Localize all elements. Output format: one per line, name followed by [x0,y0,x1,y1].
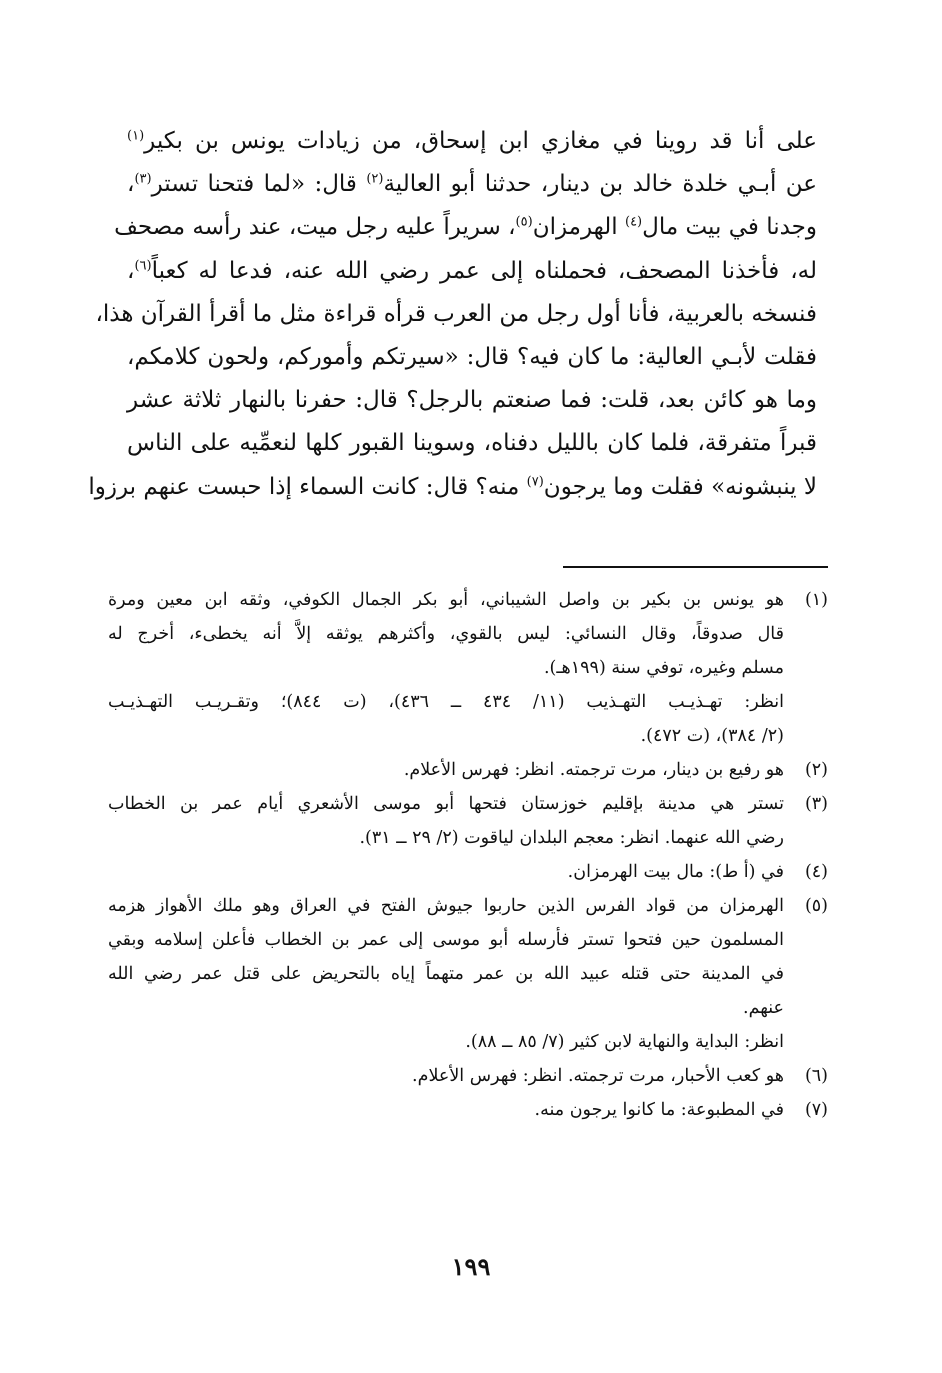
main-text-line [88,466,817,509]
footnote-line: الهرمزان من قواد الفرس الذين حاربوا جيوش الفتح في العراق وهو ملك الأهواز هزمه [108,896,784,916]
footnotes-section [108,583,828,1127]
main-text-line [114,206,817,249]
footnote-line: هو رفيع بن دينار، مرت ترجمته. انظر: فهرس الأعلام. [403,760,784,780]
page-number: ١٩٩ [451,1252,491,1281]
footnote-line: هو يونس بن بكير بن واصل الشيباني، أبو بكر الجمال الكوفي، وثقه ابن معين ومرة [108,590,784,610]
footnote-line: في (أ ط): مال بيت الهرمزان. [567,862,784,882]
footnote [108,889,828,1059]
main-text-line [127,120,817,163]
text-segment: له، فأخذنا المصحف، فحملناه إلى عمر رضي الله عنه، فدعا له كعباً [151,257,817,284]
footnote-line: قال صدوقاً، وقال النسائي: ليس بالقوي، وأكثرهم يوثقه إلاَّ أنه يخطىء، أخرج له [108,624,784,644]
footnote-number: (١) [804,590,828,610]
main-text-line [127,422,817,465]
text-segment: الهرمزان [532,214,625,241]
footnote [108,1093,828,1127]
text-segment: لا ينبشونه» فقلت وما يرجون [543,473,817,500]
text-segment: قبراً متفرقة، فلما كان بالليل دفناه، وسوينا القبور كلها لنعمِّيه على الناس [127,430,817,457]
text-segment: ، سريراً عليه رجل ميت، عند رأسه مصحف [114,214,516,241]
footnote [108,753,828,787]
footnote-line: المسلمون حين فتحوا تستر فأرسله أبو موسى إلى عمر بن الخطاب فأعلن إسلامه وبقي [108,930,784,950]
footnote-marker: (٣) [134,171,152,187]
main-body-text [88,120,818,509]
footnote-line: مسلم وغيره، توفي سنة (١٩٩هـ). [543,658,784,678]
footnote-number: (٧) [804,1100,828,1120]
footnote-line: في المدينة حتى قتله عبيد الله بن عمر متهماً إياه بالتحريض على قتل عمر رضي الله [108,964,784,984]
footnote-line: تستر هي مدينة بإقليم خوزستان فتحها أبو موسى الأشعري أيام عمر بن الخطاب [108,794,784,814]
footnote-line: انظر: تهـذيـب التهـذيب (١١/ ٤٣٤ ــ ٤٣٦)، (ت ٨٤٤)؛ وتقـريـب التهـذيـب [108,692,784,712]
footnote-marker: (٦) [134,257,152,273]
footnote-marker: (٥) [515,214,533,230]
footnote-line: رضي الله عنهما. انظر: معجم البلدان لياقوت (٢/ ٢٩ ــ ٣١). [359,828,784,848]
footnote-marker: (٤) [624,214,643,230]
footnote-number: (٢) [804,760,828,780]
main-text-line [95,293,817,336]
footnote-line: (٢/ ٣٨٤)، (ت ٤٧٢). [640,726,784,746]
text-segment: عن أبـي خلدة خالد بن دينار، حدثنا أبو العالية [383,171,818,198]
footnote-line: عنهم. [743,998,784,1018]
footnote-number: (٣) [804,794,828,814]
text-segment: ، [127,257,135,284]
footnote-line: هو كعب الأحبار، مرت ترجمته. انظر: فهرس الأعلام. [412,1066,784,1086]
footnote-number: (٥) [804,896,828,916]
footnote-number: (٦) [804,1066,828,1086]
footnote-separator [563,566,828,568]
footnote [108,855,828,889]
footnote [108,787,828,855]
main-text-line [127,163,817,206]
main-text-line [127,250,817,293]
footnote-marker: (٧) [526,473,544,489]
text-segment: وما هو كائن بعد، قلت: فما صنعتم بالرجل؟ قال: حفرنا بالنهار ثلاثة عشر [127,387,817,414]
footnote-line: في المطبوعة: ما كانوا يرجون منه. [534,1100,784,1120]
text-segment: قال: «لما فتحنا تستر [151,171,367,198]
main-text-line [127,336,817,379]
footnote [108,1059,828,1093]
footnote-marker: (١) [127,128,145,144]
footnote-number: (٤) [804,862,828,882]
text-segment: منه؟ قال: كانت السماء إذا حبست عنهم برزوا [88,473,527,500]
main-text-line [127,379,817,422]
text-segment: على أنا قد روينا في مغازي ابن إسحاق، من زيادات يونس بن بكير [144,128,817,154]
text-segment: وجدنا في بيت مال [642,214,817,241]
footnote-line: انظر: البداية والنهاية لابن كثير (٧/ ٨٥ ــ ٨٨). [465,1032,784,1052]
footnote [108,583,828,753]
text-segment: ، [127,171,135,198]
footnote-marker: (٢) [366,171,384,187]
text-segment: فقلت لأبـي العالية: ما كان فيه؟ قال: «سيرتكم وأموركم، ولحون كلامكم، [127,343,817,370]
text-segment: فنسخه بالعربية، فأنا أول رجل من العرب قرأه قراءة مثل ما أقرأ القرآن هذا، [95,300,817,327]
